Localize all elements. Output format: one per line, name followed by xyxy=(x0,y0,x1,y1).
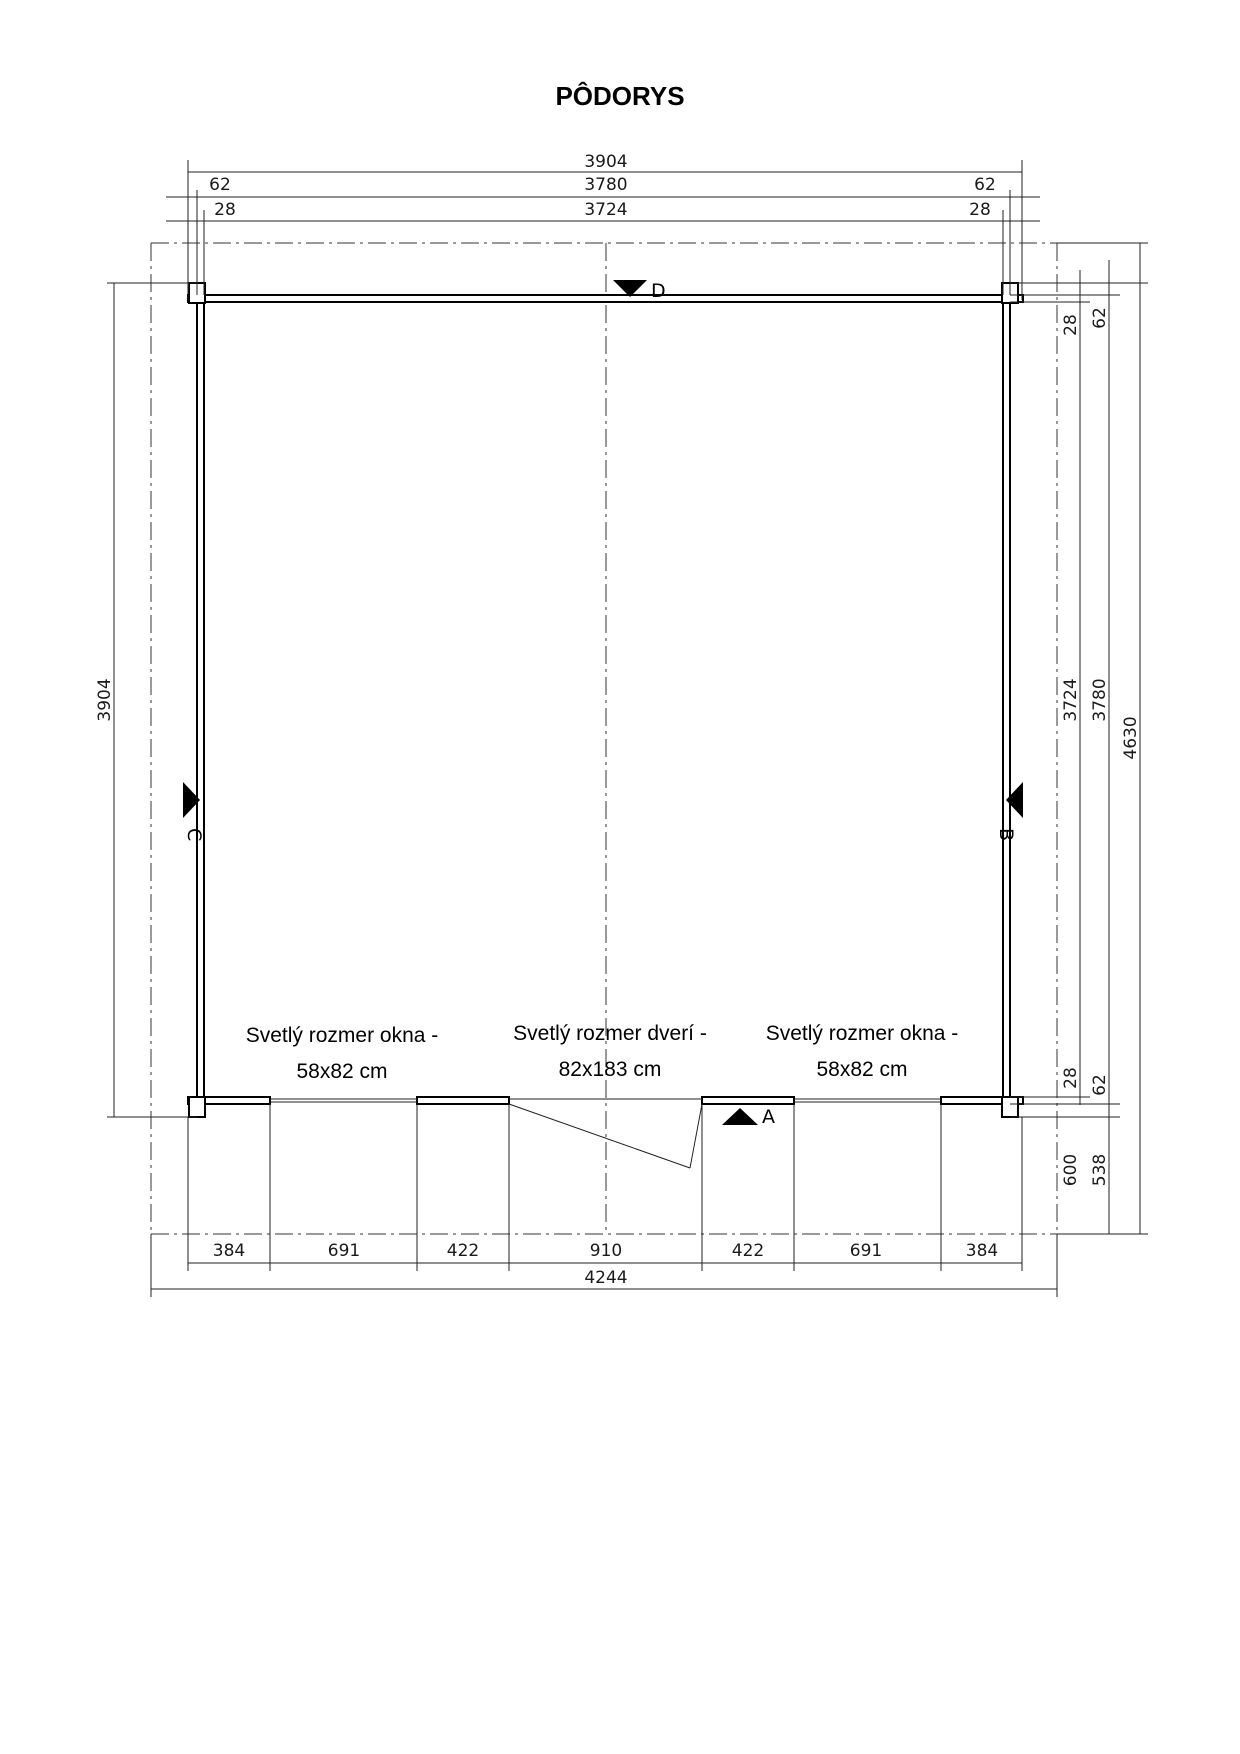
note-window-left-line2: 58x82 cm xyxy=(296,1060,388,1083)
wall-left xyxy=(197,283,204,1116)
marker-d-label: D xyxy=(651,280,666,302)
marker-b-label: B xyxy=(995,828,1017,842)
marker-a-icon xyxy=(722,1108,758,1125)
dim-bottom-segment-4: 910 xyxy=(589,1241,623,1261)
dim-top-overall: 3904 xyxy=(584,152,628,172)
dim-right-inner: 3724 xyxy=(1061,678,1081,722)
dim-right-overhang-1: 600 xyxy=(1061,1153,1081,1187)
dim-bottom-segment-2: 691 xyxy=(327,1241,361,1261)
dim-bottom-segment-5: 422 xyxy=(731,1241,765,1261)
marker-a-label: A xyxy=(762,1106,775,1128)
dim-bottom-segment-3: 422 xyxy=(446,1241,480,1261)
note-window-right-line2: 58x82 cm xyxy=(816,1058,908,1081)
dim-right-overhang-2: 538 xyxy=(1090,1153,1110,1187)
dim-top-left-inner: 28 xyxy=(214,200,236,220)
dim-right-top-small-1: 28 xyxy=(1061,314,1081,336)
wall-top xyxy=(188,295,1023,302)
dim-top-middle: 3780 xyxy=(584,175,628,195)
note-door-line1: Svetlý rozmer dverí - xyxy=(513,1022,707,1045)
dim-bottom-segment-7: 384 xyxy=(965,1241,999,1261)
dim-right-bottom-small-1: 28 xyxy=(1061,1067,1081,1089)
dim-right-middle: 3780 xyxy=(1090,678,1110,722)
dim-left-overall: 3904 xyxy=(95,678,115,722)
roof-outline xyxy=(151,243,1057,1234)
page-title: PÔDORYS xyxy=(555,81,685,111)
window-left xyxy=(417,1097,509,1104)
section-markers xyxy=(183,280,1023,1128)
dim-top-right-inner: 28 xyxy=(969,200,991,220)
marker-c-label: C xyxy=(183,828,205,842)
top-dimensions xyxy=(166,152,1040,300)
dim-top-right-outer: 62 xyxy=(974,175,996,195)
dim-right-top-small-2: 62 xyxy=(1090,307,1110,329)
note-window-left-line1: Svetlý rozmer okna - xyxy=(245,1024,439,1047)
dim-top-inner: 3724 xyxy=(584,200,628,220)
wall-right xyxy=(1003,283,1010,1116)
dim-bottom-segment-1: 384 xyxy=(212,1241,246,1261)
bottom-dimensions xyxy=(151,1104,1057,1297)
note-window-right-line1: Svetlý rozmer okna - xyxy=(765,1022,959,1045)
right-dimensions xyxy=(1010,243,1148,1234)
dim-bottom-overall: 4244 xyxy=(584,1268,628,1288)
dim-top-left-outer: 62 xyxy=(209,175,231,195)
dim-right-bottom-small-2: 62 xyxy=(1090,1074,1110,1096)
left-dimension xyxy=(95,283,197,1117)
dim-right-overall: 4630 xyxy=(1121,716,1141,760)
door-frame xyxy=(702,1097,794,1104)
opening-notes xyxy=(246,1022,959,1083)
dim-bottom-segment-6: 691 xyxy=(849,1241,883,1261)
note-door-line2: 82x183 cm xyxy=(558,1058,662,1081)
